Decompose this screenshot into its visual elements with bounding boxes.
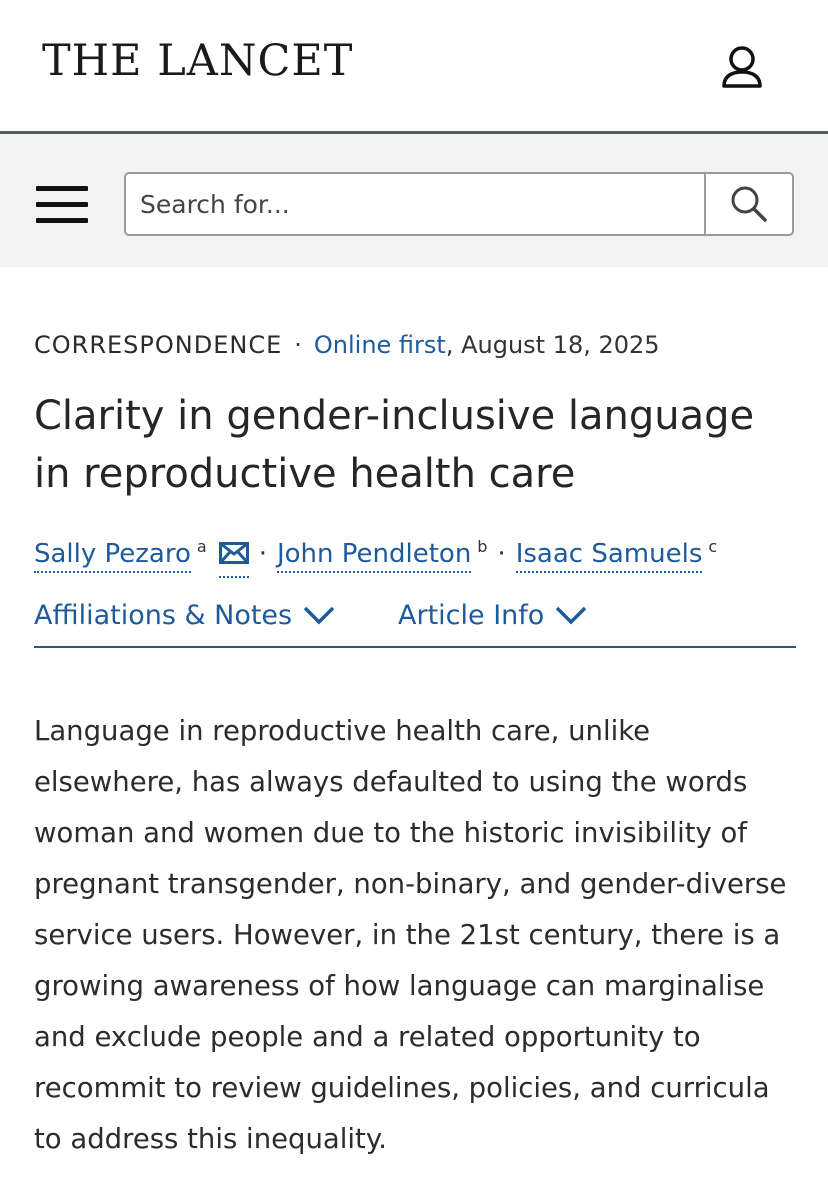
article-info-toggle[interactable] <box>398 600 588 631</box>
separator-dot: · <box>294 331 302 359</box>
article <box>34 325 796 1192</box>
affiliation-marker: b <box>477 537 488 556</box>
menu-bar <box>36 202 88 207</box>
search-icon <box>729 184 769 224</box>
chevron-down-icon <box>302 605 336 625</box>
article-type: CORRESPONDENCE <box>34 331 283 359</box>
separator-dot: · <box>258 538 267 569</box>
separator-dot: · <box>497 538 506 569</box>
article-meta <box>34 325 796 365</box>
author-list <box>34 527 796 578</box>
site-logo[interactable]: THE LANCET <box>42 36 354 86</box>
chevron-down-icon <box>554 605 588 625</box>
search-button[interactable] <box>704 174 792 234</box>
user-icon <box>716 42 768 94</box>
author-link[interactable]: Sally Pezaro <box>34 539 191 573</box>
article-details-bar <box>34 600 796 648</box>
article-body: Language in reproductive health care, unlike elsewhere, has always defaulted to using the words woman and women due to the historic invisibility of pregnant transgender, non-binary, and gender-diverse service users. However, in the 21st century, there is a growing awareness of how language can marginalise and exclude people and a related opportunity to recommit to review guidelines, policies, and curricula to address this inequality. <box>34 714 787 1155</box>
article-info-label: Article Info <box>398 599 545 631</box>
menu-bar <box>36 218 88 223</box>
account-button[interactable] <box>716 42 768 94</box>
article-title: Clarity in gender-inclusive language in reproductive health care <box>34 393 755 497</box>
online-first-link[interactable]: Online first <box>313 331 446 359</box>
site-header <box>0 0 828 134</box>
affiliation-marker: c <box>708 537 718 556</box>
search-input[interactable] <box>126 174 704 234</box>
affiliation-marker: a <box>196 537 207 556</box>
email-icon[interactable] <box>219 536 249 578</box>
hamburger-menu-button[interactable] <box>36 184 88 226</box>
search-box <box>124 172 794 236</box>
affiliations-label: Affiliations & Notes <box>34 599 293 631</box>
publication-date: , August 18, 2025 <box>445 331 660 359</box>
affiliations-toggle[interactable] <box>34 600 336 631</box>
author-link[interactable]: Isaac Samuels <box>516 539 703 573</box>
author-link[interactable]: John Pendleton <box>277 539 471 573</box>
menu-bar <box>36 186 88 191</box>
